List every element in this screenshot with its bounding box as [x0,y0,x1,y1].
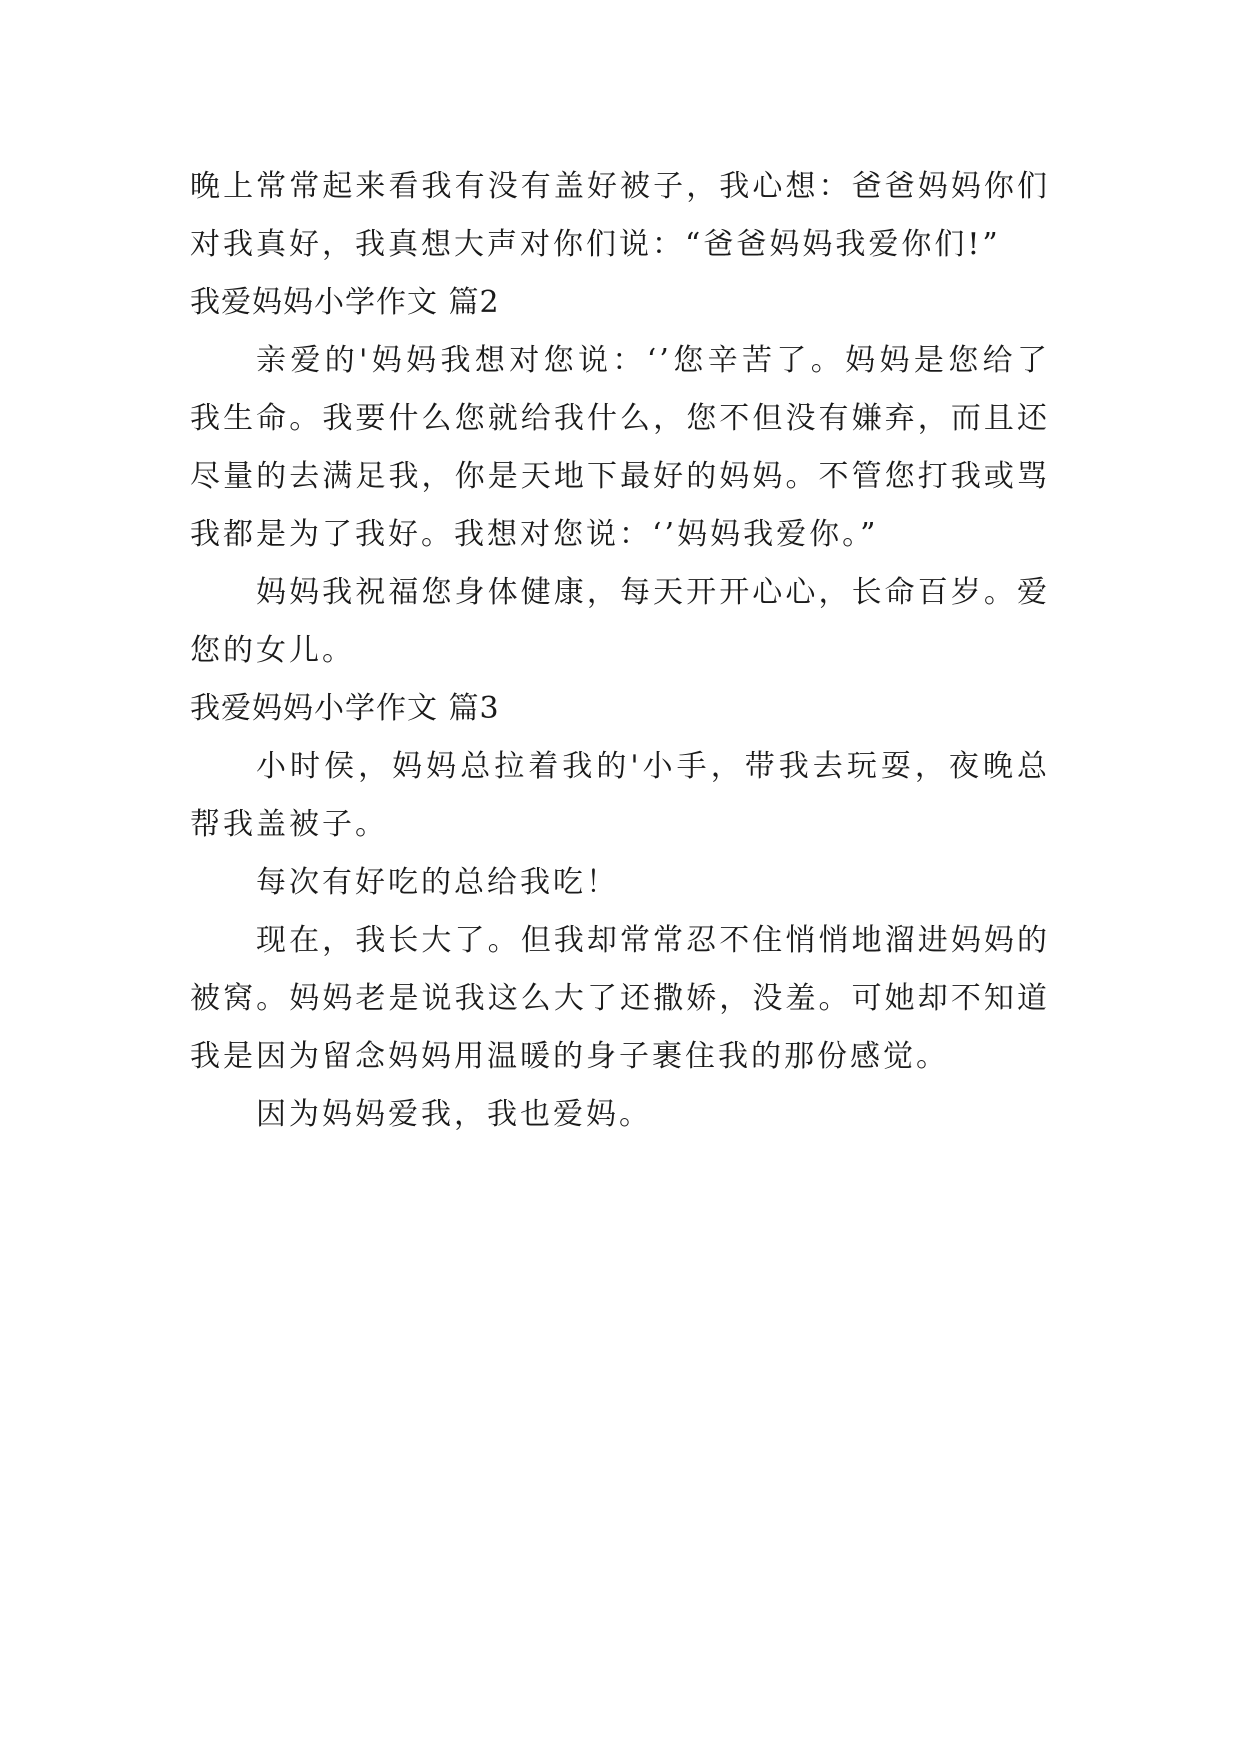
paragraph: 现在，我长大了。但我却常常忍不住悄悄地溜进妈妈的被窝。妈妈老是说我这么大了还撒娇，没羞。可她却不知道我是因为留念妈妈用温暖的身子裹住我的那份感觉。 [190,923,1050,1074]
paragraph: 每次有好吃的总给我吃！ [256,865,619,900]
section-heading-3: 我爱妈妈小学作文 篇3 [190,691,500,726]
paragraph: 妈妈我祝福您身体健康，每天开开心心，长命百岁。爱您的女儿。 [190,575,1050,668]
paragraph: 因为妈妈爱我，我也爱妈。 [256,1097,652,1132]
document-body [190,158,1050,1144]
section-heading-2: 我爱妈妈小学作文 篇2 [190,285,500,320]
paragraph: 小时侯，妈妈总拉着我的'小手，带我去玩耍，夜晚总帮我盖被子。 [190,749,1050,842]
paragraph: 亲爱的'妈妈我想对您说：‘’您辛苦了。妈妈是您给了我生命。我要什么您就给我什么，您不但没有嫌弃，而且还尽量的去满足我，你是天地下最好的妈妈。不管您打我或骂我都是为了我好。我想对您说：‘’妈妈我爱你。” [190,343,1050,552]
paragraph-continued: 晚上常常起来看我有没有盖好被子，我心想：爸爸妈妈你们对我真好，我真想大声对你们说：“爸爸妈妈我爱你们!” [190,169,1050,262]
